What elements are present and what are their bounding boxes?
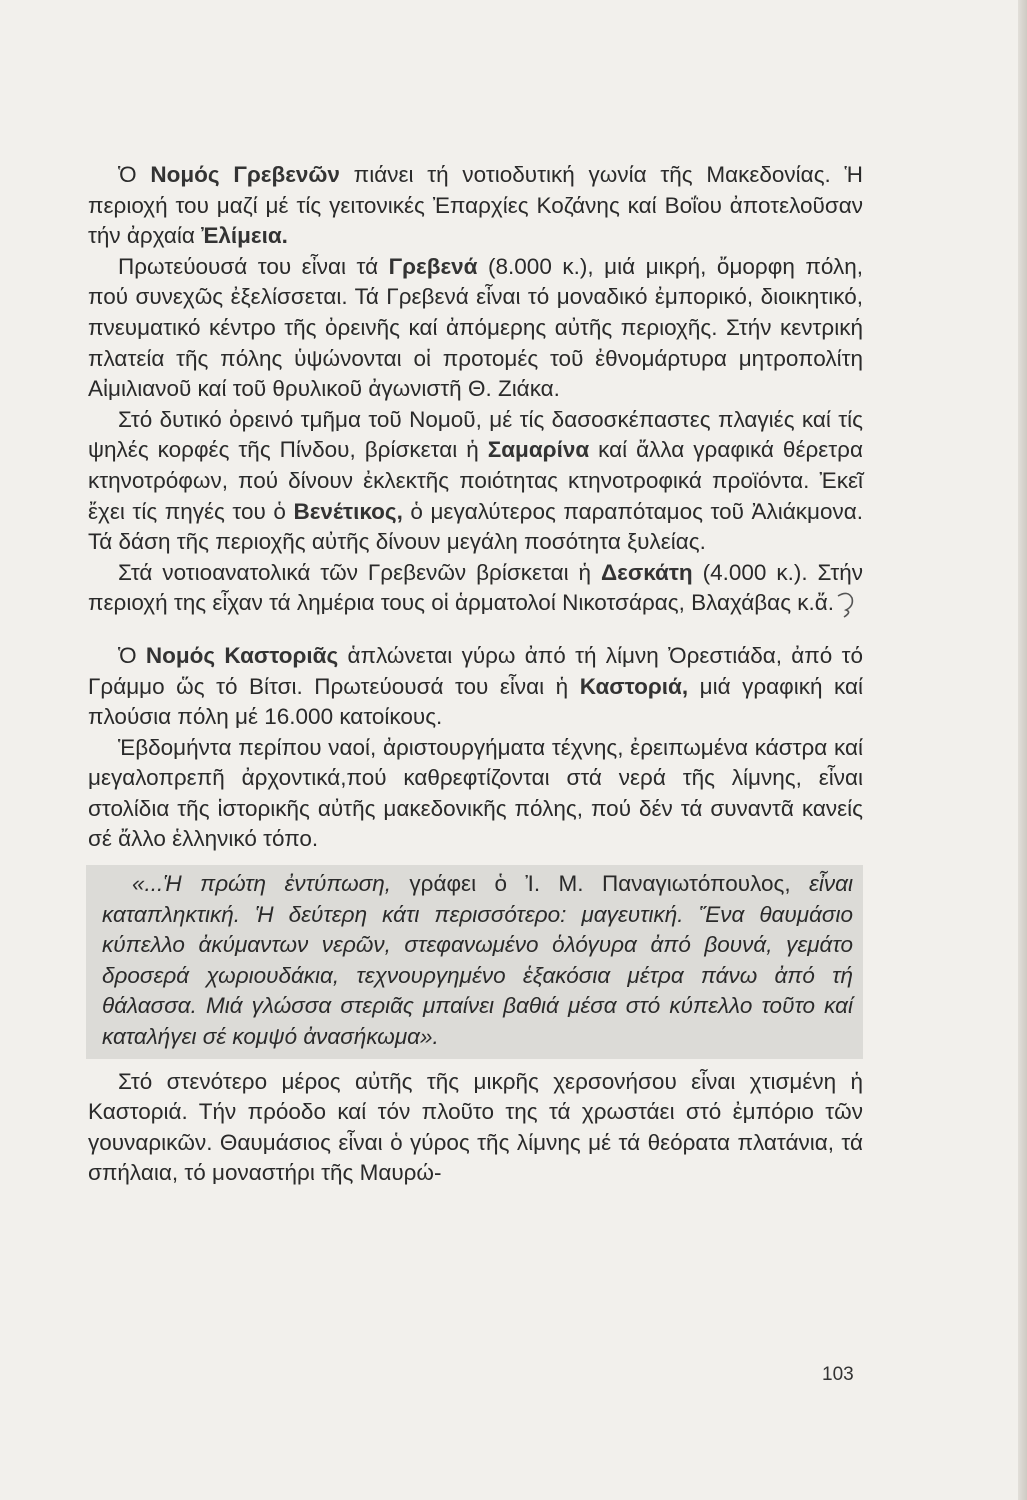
term-nomos-grevenon: Νομός Γρεβενῶν [150, 162, 340, 187]
grevena-paragraph-1: Ὁ Νομός Γρεβενῶν πιάνει τή νοτιοδυτική γωνία τῆς Μακεδονίας. Ἡ περιοχή του μαζί μέ τίς γειτονικές Ἐπαρχίες Κοζάνης καί Βοΐου ἀποτελοῦσαν τήν ἀρχαία Ἐλίμεια. [88, 162, 863, 249]
kastoria-paragraph-1: Ὁ Νομός Καστοριᾶς ἁπλώνεται γύρω ἀπό τή λίμνη Ὀρεστιάδα, ἀπό τό Γράμμο ὥς τό Βίτσι. Πρωτεύουσά του εἶναι ἡ Καστοριά, μιά γραφική καί πλούσια πόλη μέ 16.000 κατοίκους. [88, 642, 864, 730]
term-samarina: Σαμαρίνα [487, 437, 590, 463]
kastoria-paragraph-2: Ἑβδομήντα περίπου ναοί, ἀριστουργήματα τέχνης, ἐρειπωμένα κάστρα καί μεγαλοπρεπῆ ἀρχοντικά,πού καθρεφτίζονται στά νερά τῆς λίμνης, εἶναι στολίδια τῆς ἱστορικῆς αὐτῆς μακεδονικῆς πόλης, πού δέν τά συναντᾶ κανείς σέ ἄλλο ἑλληνικό τόπο. [88, 734, 863, 852]
term-grevena: Γρεβενά [388, 253, 478, 279]
quote-block [86, 865, 863, 1059]
term-deskati: Δεσκάτη [600, 559, 693, 585]
grevena-paragraph-4: Στά νοτιοανατολικά τῶν Γρεβενῶν βρίσκεται ἡ Δεσκάτη (4.000 κ.). Στήν περιοχή της εἶχαν τά λημέρια τους οἱ ἁρματολοί Νικοτσάρας, Βλαχάβας κ.ἄ. [88, 558, 863, 619]
page-edge [1018, 0, 1027, 1500]
page-number: 103 [822, 1364, 854, 1385]
term-kastoria: Καστοριά, [579, 673, 689, 699]
pen-scribble-mark [834, 588, 860, 618]
term-venetikos: Βενέτικος, [293, 498, 403, 524]
grevena-paragraph-3: Στό δυτικό ὀρεινό τμῆμα τοῦ Νομοῦ, μέ τίς δασοσκέπαστες πλαγιές καί τίς ψηλές κορφές τῆς Πίνδου, βρίσκεται ἡ Σαμαρίνα καί ἄλλα γραφικά θέρετρα κτηνοτρόφων, πού δίνουν ἐκλεκτῆς ποιότητας κτηνοτροφικά προϊόντα. Ἐκεῖ ἔχει τίς πηγές του ὁ Βενέτικος, ὁ μεγαλύτερος παραπόταμος τοῦ Ἀλιάκμονα. Τά δάση τῆς περιοχῆς αὐτῆς δίνουν μεγάλη ποσότητα ξυλείας. [88, 406, 864, 555]
term-elimeia: Ἐλίμεια. [201, 223, 288, 249]
quote-text: «...Ἡ πρώτη ἐντύπωση, γράφει ὁ Ἰ. Μ. Παναγιωτόπουλος, εἶναι καταπληκτική. Ἡ δεύτερη κάτι περισσότερο: μαγευτική. Ἕνα θαυμάσιο κύπελλο ἀκύμαντων νερῶν, στεφανωμένο ὁλόγυρα ἀπό βουνά, γεμάτο δροσερά χωριουδάκια, τεχνουργημένο ἑξακόσια μέτρα πάνω ἀπό τή θάλασσα. Μιά γλώσσα στεριᾶς μπαίνει βαθιά μέσα στό κύπελλο τοῦτο καί καταλήγει σέ κομψό ἀνασήκωμα». [102, 871, 853, 1050]
page-body [88, 160, 863, 1189]
grevena-paragraph-2: Πρωτεύουσά του εἶναι τά Γρεβενά (8.000 κ.), μιά μικρή, ὄμορφη πόλη, πού συνεχῶς ἐξελίσσεται. Τά Γρεβενά εἶναι τό μοναδικό ἐμπορικό, διοικητικό, πνευματικό κέντρο τῆς ὀρεινῆς καί ἀπόμερης αὐτῆς περιοχῆς. Στήν κεντρική πλατεία τῆς πόλης ὑψώνονται οἱ προτομές τοῦ ἐθνομάρτυρα μητροπολίτη Αἰμιλιανοῦ καί τοῦ θρυλικοῦ ἀγωνιστῆ Θ. Ζιάκα. [88, 253, 863, 402]
kastoria-paragraph-3: Στό στενότερο μέρος αὐτῆς τῆς μικρῆς χερσονήσου εἶναι χτισμένη ἡ Καστοριά. Τήν πρόοδο καί τόν πλοῦτο της τά χρωστάει στό ἐμπόριο τῶν γουναρικῶν. Θαυμάσιος εἶναι ὁ γύρος τῆς λίμνης μέ τά θεόρατα πλατάνια, τά σπήλαια, τό μοναστήρι τῆς Μαυρώ- [88, 1068, 863, 1186]
term-nomos-kastorias: Νομός Καστοριᾶς [145, 642, 339, 668]
